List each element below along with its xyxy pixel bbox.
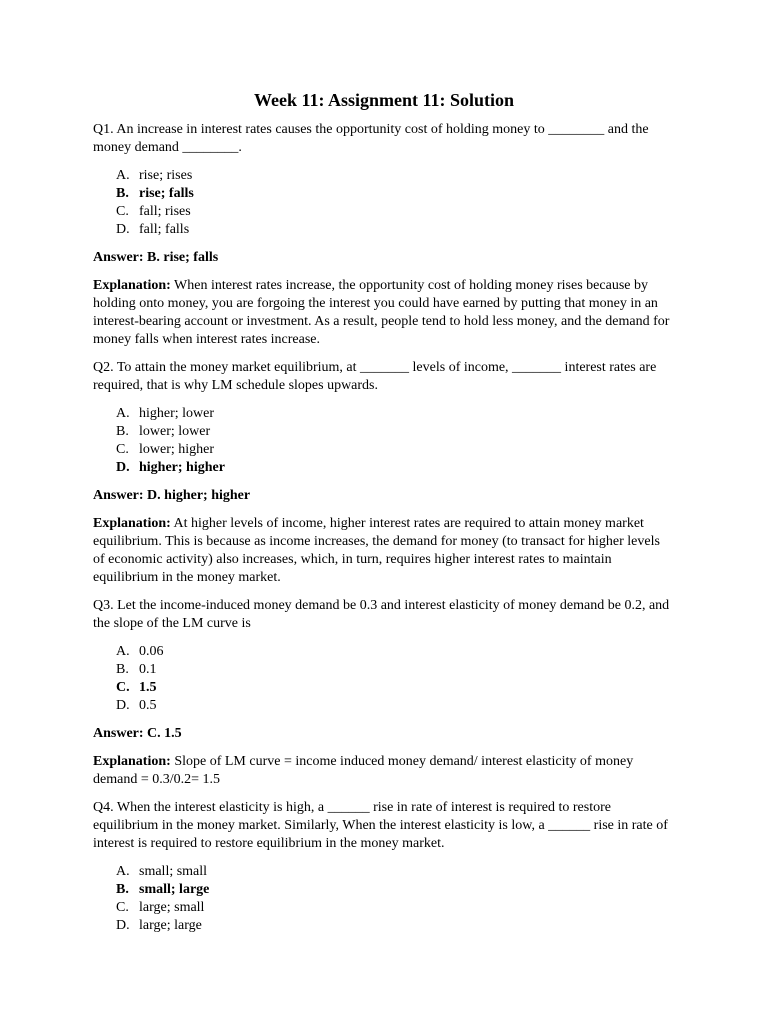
- question-3-explanation: [93, 753, 673, 789]
- question-4-text: Q4. When the interest elasticity is high, a ______ rise in rate of interest is required to restore equilibrium in the money market. Similarly, When the interest elasticity is low, a ______ rise in rate of interest is required to restore equilibrium in the money market.: [93, 800, 668, 851]
- option-d-correct: D. higher; higher: [116, 460, 225, 475]
- option-c-correct: C. 1.5: [116, 680, 157, 695]
- question-2-answer: Answer: D. higher; higher: [93, 488, 251, 503]
- explanation-text: At higher levels of income, higher interest rates are required to attain money market equilibrium. This is because as income increases, the demand for money (to transact for higher levels of economic activity) also increases, which, in turn, requires higher interest rates to maintain equilibrium in the money market.: [93, 516, 660, 585]
- option-d: D. fall; falls: [116, 222, 190, 237]
- option-b-correct: B. rise; falls: [116, 186, 194, 201]
- question-1-text: Q1. An increase in interest rates causes the opportunity cost of holding money to ________ and the money demand ________.: [93, 122, 649, 155]
- question-1-answer: Answer: B. rise; falls: [93, 250, 219, 265]
- question-2-text: Q2. To attain the money market equilibrium, at _______ levels of income, _______ interest rates are required, that is why LM schedule slopes upwards.: [93, 360, 657, 393]
- option-a: A. small; small: [116, 864, 208, 879]
- question-3-options: [116, 643, 164, 715]
- explanation-text: When interest rates increase, the opportunity cost of holding money rises because by holding onto money, you are forgoing the interest you could have earned by putting that money in an interest-bearing account or investment. As a result, people tend to hold less money, and the demand for money falls when interest rates increase.: [93, 278, 670, 347]
- question-3-text: Q3. Let the income-induced money demand be 0.3 and interest elasticity of money demand be 0.2, and the slope of the LM curve is: [93, 598, 670, 631]
- question-2-explanation: [93, 515, 673, 587]
- question-2-options: [116, 405, 225, 477]
- explanation-label: Explanation:: [93, 754, 171, 769]
- option-d: D. large; large: [116, 918, 202, 933]
- question-1-options: [116, 167, 194, 239]
- option-b: B. lower; lower: [116, 424, 211, 439]
- option-c: C. lower; higher: [116, 442, 215, 457]
- explanation-label: Explanation:: [93, 278, 171, 293]
- option-c: C. large; small: [116, 900, 205, 915]
- question-3-answer: Answer: C. 1.5: [93, 726, 182, 741]
- explanation-text: Slope of LM curve = income induced money demand/ interest elasticity of money demand = 0.3/0.2= 1.5: [93, 754, 634, 787]
- page-title: Week 11: Assignment 11: Solution: [253, 90, 515, 110]
- option-a: A. higher; lower: [116, 406, 215, 421]
- option-d: D. 0.5: [116, 698, 157, 713]
- option-b-correct: B. small; large: [116, 882, 210, 897]
- question-1-explanation: [93, 277, 673, 349]
- explanation-label: Explanation:: [93, 516, 171, 531]
- question-4-options: [116, 863, 209, 935]
- option-a: A. rise; rises: [116, 168, 193, 183]
- option-a: A. 0.06: [116, 644, 164, 659]
- option-b: B. 0.1: [116, 662, 157, 677]
- option-c: C. fall; rises: [116, 204, 191, 219]
